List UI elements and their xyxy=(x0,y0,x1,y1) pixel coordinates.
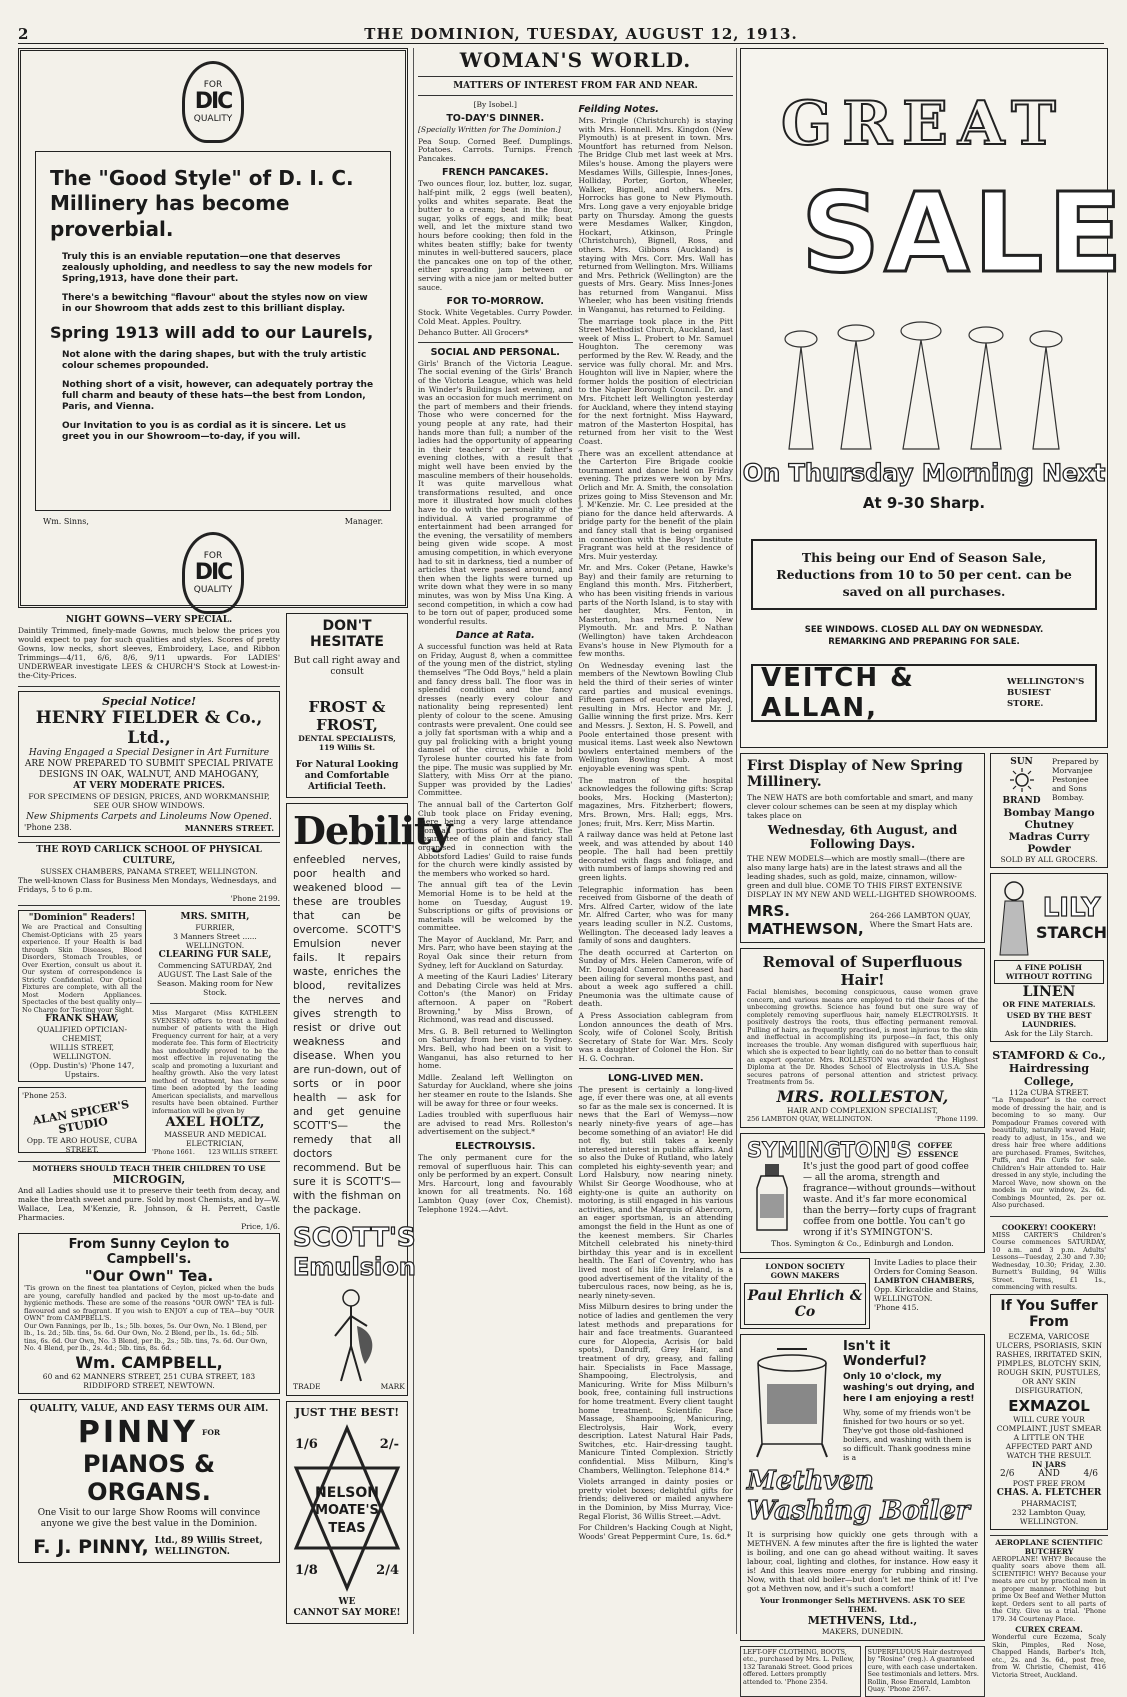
ad-headline: From xyxy=(1029,1313,1069,1330)
dic-headline: Millinery has become proverbial. xyxy=(50,191,290,241)
tea-star xyxy=(291,1423,403,1593)
phone: 'Phone 2199. xyxy=(230,894,280,903)
ad-headline: DON'T HESITATE xyxy=(310,618,384,650)
ad-body: It's just the good part of good coffee — all the aroma, strength and fragrance—without grounds—without waste. And it's far more economical than the berry—forty cups of fragrant coffee from one bottle. You can't go wrong if it's SYMINGTON'S. xyxy=(803,1161,976,1238)
trade-label: TRADE xyxy=(293,1382,321,1391)
sold-by: SOLD BY ALL GROCERS. xyxy=(1000,855,1098,864)
dic-logo-bottom xyxy=(182,532,244,614)
ad-body: Facial blemishes, becoming conspicuous, cause women grave concern, and various means are employed to rid their faces of the unbecoming growths. Science has found but one sure way of completely removing superfluous hair, namely ELECTROLYSIS. It positively destroys the roots, thus effecting permanent removal. Pulling of hairs, as frequently practised, is most injurious to the skin and ineffectual in accomplishing its purpose—in fact, this only increases the trouble. Any woman disfigured with superfluous hair, which she is expected to bear lightly, can do no better than to consult an expert operator. Mrs. ROLLESTON was awarded the Highest Diploma at the Dr. Rhodes School of Electrolysis in U.S.A. She secures patrons of personal attention and strictest privacy. Treatments from 5s. xyxy=(747,988,978,1086)
ad-body: THE NEW MODELS—which are mostly small—(there are also many large hats) are in the latest straws and all the leading shades, such as gold, maize, cinnamon, willow-green and dull blue. COME TO THIS FIRST EXTENSIVE DISPLAY IN MY NEW AND WELL-LIGHTED SHOWROOMS. xyxy=(747,854,977,899)
ad-name: FRANK SHAW, xyxy=(45,1014,119,1024)
ehrlich-text xyxy=(874,1258,985,1329)
article-body: Ladies troubled with superfluous hair are advised to read Mrs. Rolleston's advertisement on the subject.* xyxy=(418,1110,573,1137)
article-heading: FOR TO-MORROW. xyxy=(446,296,544,308)
article-body: Mdlle. Zealand left Wellington on Saturday for Auckland, where she joins her steamer en route to the Islands. She will be away for three or four weeks. xyxy=(418,1072,573,1108)
article-body: Dehanco Butter. All Grocers* xyxy=(418,328,529,338)
ad-signature: Paul Ehrlich & Co xyxy=(744,1283,866,1325)
ad-footer: WE xyxy=(338,1597,356,1607)
ad-address: 232 Lambton Quay, WELLINGTON. xyxy=(1012,1507,1086,1526)
microgin-ad xyxy=(18,1161,280,1233)
ad-footer xyxy=(24,1536,274,1558)
ad-sale: CLEARING FUR SALE, xyxy=(158,950,272,960)
article-body: Girls' Branch of the Victoria League. The social evening of the Girls' Branch of the Victoria League, which was held in Winder's Buildings last evening, and was an occasion for much merriment on the part of members and their friends. Those who were concerned for the young people at any rate, had their hands more than full; a number of the ladies had the opportunity of appearing in their teachers' or their father's evening clothes, with a result that might well have been envied by the masculine members of their households. It was quite marvellous what transformations resulted, and once more it illustrated how much clothes have to do with the personality of the individual. A varied programme of entertainment had been arranged for the evening, the versatility of members being given wide scope. A most amusing competition, in which everyone had to sit in darkness, tied a number of articles that were passed around, and then when the lights were turned up write down what they were in so many minutes, was won by Miss Una King. A second competition, in which a cow had to be torn out of paper, produced some wonderful results. xyxy=(418,358,573,626)
shoppers-illustration-icon xyxy=(761,309,1091,459)
ad-body: Miss Margaret (Miss KATHLEEN SVENSEN) offers to treat a limited number of patients with the High Frequency current for hair, at a very moderate fee. This form of Electricity has undoubtedly proved to be the most effective in rejuvenating the scalp and promoting a luxuriant and healthy growth. Also the very latest method of treatment, has for some time been adopted by the leading American specialists, and marvellous results have been obtained. Further information will be given by xyxy=(152,1009,278,1115)
ad-text xyxy=(843,1339,978,1462)
brand-name: Emulsion xyxy=(293,1253,416,1281)
dic-paragraph: Our Invitation to you is as cordial as it is sincere. Let us greet you in our Showroom—to-day, if you will. xyxy=(62,421,347,442)
article-body: The Mayor of Auckland, Mr. Parr, and Mrs. Parr, who have been staying at the Royal Oak since their return from Sydney, left for Auckland on Saturday. xyxy=(418,934,573,970)
ad-list: ECZEMA, VARICOSE ULCERS, PSORIASIS, SKIN RASHES, IRRITATED SKIN, PIMPLES, BLOTCHY SKIN, ROUGH SKIN, PUSTULES, OR ANY SKIN DISFIGURATION, xyxy=(995,1331,1103,1395)
page-number: 2 xyxy=(18,25,30,43)
ad-label: GOWN MAKERS xyxy=(770,1270,840,1280)
ad-brand: PINNY xyxy=(77,1414,198,1450)
divider xyxy=(150,1003,280,1004)
symington-coffee-ad xyxy=(740,1133,985,1253)
ad-body: Invite Ladies to place their Orders for Coming Season. xyxy=(874,1257,978,1276)
article-heading: SOCIAL AND PERSONAL. xyxy=(430,346,560,358)
address: MANNERS STREET. xyxy=(184,823,274,833)
lady-illustration-icon xyxy=(994,877,1034,957)
article-body: The only permanent cure for the removal of superfluous hair. This can only be performed by an expert. Consult Mrs. Harcourt, long and favourably known for all treatments. No. 168 Lambton Quay (over Cox, Chemist). Telephone 1924.—Advt. xyxy=(418,1152,573,1214)
ad-address: Opp. Kirkcaldie and Stains, WELLINGTON. xyxy=(874,1284,979,1303)
article-body: Telegraphic information has been received from Gisborne of the death of Mrs. Alfred Carter, widow of the late Mr. Alfred Carter, who was for many years leading sculler in N.Z. Customs, Wellington. The deceased lady leaves a family of sons and daughters. xyxy=(578,884,733,946)
ad-jars: IN JARS xyxy=(1032,1459,1066,1469)
ad-footer xyxy=(152,1148,278,1156)
ad-heading: CUREX CREAM. xyxy=(1015,1625,1083,1634)
article-body: The annual gift tea of the Levin Memorial Home is to be held at the home on Tuesday, August 19. Subscriptions or gifts of provisions or materials will be welcomed by the committee. xyxy=(418,880,573,933)
ad-trade: FURRIER, xyxy=(195,923,235,932)
article-body: A Press Association cablegram from London announces the death of Mrs. Scoly, wife of Colonel Scoly, British Secretary of State for War. Mrs. Scoly was a daughter of Colonel the Hon. Sir H. G. Cochran. xyxy=(578,1010,733,1063)
ad-body: The NEW HATS are both comfortable and smart, and many clever colour schemes can be seen at my display which takes place on xyxy=(747,793,973,820)
section-subtitle: MATTERS OF INTEREST FROM FAR AND NEAR. xyxy=(453,81,698,91)
dic-paragraph: Nothing short of a visit, however, can adequately portray the full charm and beauty of these hats—the best from London, Paris, and Vienna. xyxy=(62,380,374,412)
dic-ad-body xyxy=(35,151,391,511)
small-ads-right xyxy=(150,910,280,1158)
ad-label: LONDON SOCIETY xyxy=(765,1261,845,1271)
product-line: Madras Curry Powder xyxy=(1008,831,1090,855)
ad-chemist-title: PHARMACIST, xyxy=(1021,1498,1077,1508)
frost-dentist-ad xyxy=(286,613,408,798)
lily-brand-row xyxy=(994,877,1108,957)
dic-headline: The "Good Style" of D. I. C. xyxy=(50,166,354,190)
ad-headline: Debility xyxy=(293,808,452,853)
ad-body: "La Pompadour" is the correct mode of dressing the hair, and is becoming to so many. Our Pompadour Frames covered with beautifully, naturally waved Hair, ready to adjust, in 15s., and we dress hair free where additions are purchased. Frames, Switches, Puffs, and Pin Curls for sale. Children's Hair attended to. Hair dressed in any style, including the Marcel Wave, now shown on the models in our window, 2s. 6d. Combings Mounted, 2s. per oz. Also purchased. xyxy=(992,1096,1106,1209)
ad-body: enfeebled nerves, poor health and weakened blood —these are troubles that can be overcome. SCOTT'S Emulsion never fails. It repairs waste, enriches the blood, revitalizes the nerves and gives strength to resist or drive out weakness and disease. When you are run-down, out of sorts or in poor health — ask for and get genuine SCOTT'S— the remedy that all doctors recommend. But be sure it is SCOTT'S—with the fishman on the package. xyxy=(293,854,401,1216)
ad-name: MRS. MATHEWSON, xyxy=(747,902,864,938)
brand-tag: COFFEE ESSENCE xyxy=(917,1140,959,1159)
veitch-allan-sale-ad xyxy=(740,48,1127,748)
womans-world-column xyxy=(418,48,733,1634)
price: 2/6 xyxy=(1000,1468,1015,1479)
brand-label: BRAND xyxy=(1002,796,1041,806)
ad-address: 112a CUBA STREET. xyxy=(1009,1088,1089,1097)
left-subcolumn xyxy=(18,613,280,1629)
price: 1/6 xyxy=(295,1437,318,1452)
ad-ask: Your Ironmonger Sells METHVENS. ASK TO SEE THEM. xyxy=(760,1595,965,1614)
ad-address: Ltd., 89 Willis Street, WELLINGTON. xyxy=(154,1535,263,1557)
ad-footer: CANNOT SAY MORE! xyxy=(293,1608,401,1618)
rosine-hair-ad: SUPERFLUOUS Hair destroyed by "Rosine" (reg.). A guaranteed cure, with each case undertaken. See testimonials and letters. Mrs. Rollin, Rose Emerald, Lambton Quay. 'Phone 2567. xyxy=(865,1646,986,1697)
studio-name: ALAN SPICER'S STUDIO xyxy=(31,1097,131,1137)
sale-great: GREAT xyxy=(781,89,1066,159)
washing-boiler-icon xyxy=(747,1339,837,1459)
ad-body: MISS CARTER'S Children's Course commences SATURDAY, 10 a.m. and 3 p.m. Adults' Lessons—Tuesday, 2.30 and 7.30; Wednesday, 10.30; Friday, 2.30. Burnett's Building, 94 Willis Street. Terms, £1 1s., commencing with results. xyxy=(992,1230,1106,1291)
mathewson-millinery-ad xyxy=(740,753,985,943)
ad-address: LAMBTON CHAMBERS, xyxy=(874,1275,975,1285)
ad-post: POST FREE FROM xyxy=(1012,1478,1086,1488)
ad-top xyxy=(747,1339,978,1462)
ad-line: New Shipments Carpets and Linoleums Now Opened. xyxy=(26,812,272,822)
brand-row xyxy=(747,1138,978,1162)
article-column-left xyxy=(418,100,573,1544)
ad-body: Why, some of my friends won't be finished for two hours or so yet. They've got those old-fashioned boilers, and washing with them is so difficult. Thank goodness mine is a xyxy=(843,1407,972,1462)
address: 256 LAMBTON QUAY, WELLINGTON. xyxy=(747,1114,873,1123)
article-body: The death occurred at Carterton on Sunday of Mrs. Helen Cameron, wife of Mr. Dougald Cameron. Deceased had been ailing for several months past, and about a week ago suffered a chill. Pneumonia was the ultimate cause of death. xyxy=(578,947,733,1009)
pinny-pianos-ad xyxy=(18,1399,280,1563)
article-heading: Feilding Notes. xyxy=(578,104,659,115)
sun-icon xyxy=(1010,768,1034,792)
campbell-tea-ad xyxy=(18,1233,280,1394)
price: 4/6 xyxy=(1083,1468,1098,1479)
small-ads-left xyxy=(18,910,146,1158)
ad-line: ARE NOW PREPARED TO SUBMIT SPECIAL PRIVATE DESIGNS IN OAK, WALNUT, AND MAHOGANY, xyxy=(24,759,274,780)
lily-starch-ad xyxy=(990,873,1108,1042)
section-title: WOMAN'S WORLD. xyxy=(459,48,692,72)
article-heading: LONG-LIVED MEN. xyxy=(607,1072,704,1084)
ad-address: DENTAL SPECIALISTS, 119 Willis St. xyxy=(298,734,396,752)
small-classified-row xyxy=(740,1646,985,1697)
nightgowns-ad xyxy=(18,613,280,682)
ehrlich-gown-ad xyxy=(740,1258,870,1329)
brand-name: EXMAZOL xyxy=(1008,1396,1090,1415)
ad-headline: Removal of Superfluous Hair! xyxy=(762,953,963,989)
frank-shaw-ad xyxy=(18,910,146,1082)
phone: 'Phone 1199. xyxy=(935,1114,978,1123)
pinny-row xyxy=(24,1415,274,1450)
ad-body: Daintily Trimmed, finely-made Gowns, much below the prices you would expect to pay for such qualities and styles. Scores of pretty Gowns, low necks, short sleeves, Embroidery, Lace, and Ribbon Trimmings—4/11, 6/6, 8/6, 9/11 upwards. For LADIES' UNDERWEAR investigate LEES & CHURCH'S Stock at Lowest-in-the-City-Prices. xyxy=(18,626,280,680)
address: 123 WILLIS STREET. xyxy=(207,1148,278,1156)
article-body: The marriage took place in the Pitt Street Methodist Church, Auckland, last week of Miss L. Probert to Mr. Samuel Houghton. The ceremony was performed by the Rev. W. Ready, and the service was fully choral. Mr. and Mrs. Houghton will live in Napier, where the former holds the position of electrician to the Napier Borough Council. Dr. and Mrs. Fitchett left Wellington yesterday for Auckland, where they intend staying for the next fortnight. Miss Hayward, matron of the Masterton Hospital, has returned from her visit to the West Coast. xyxy=(578,316,733,446)
phone: 'Phone 253. xyxy=(22,1091,67,1100)
sale-details: This being our End of Season Sale, Reductions from 10 to 50 per cent. can be saved on all purchases. xyxy=(751,539,1097,610)
royd-ad xyxy=(18,842,280,906)
scotts-emulsion-ad xyxy=(286,803,452,1396)
brand-name: MOATE'S xyxy=(315,1503,379,1518)
price: 2/4 xyxy=(376,1563,399,1578)
ad-body: It is surprising how quickly one gets through with a METHVEN. A few minutes after the fire is lighted the water is boiling, and one can go ahead without waiting. It saves labour, coal, lighting and clothes, for instance. How easy it is! And this leaves more energy for rubbing and rinsing. Now, with that old boiler—but don't let me think of it! I've got a Methven now, and it's such a comfort! xyxy=(747,1529,978,1593)
article-body: The present is certainly a long-lived age, if ever there was one, at all events so far as the male sex is concerned. It is news that the Earl of Wemyss—now nearly ninety-five years of age—has become something of an aviator! He did not fly, but still takes a keenly interested interest in public affairs. And so also the Duke of Rutland, who lately completed his eighty-seventh year; and Lord Halsbury, now nearing ninety. Whilst Sir George Woodhouse, who at eighty-one is quite an authority on motoring, is still engaged in his various activities, and the Marquis of Abercorn, an eager sportsman, is an attending amongst the field in the Hunt as one of the keenest members. Sir Charles Mitchell celebrated his ninety-third birthday this year and is in excellent health. The Earl of Coventry, who has lived most of his life in Ireland, is a good advertisement of the vitality of the tuberculous races, now being, as he is, nearly ninety-seven. xyxy=(578,1084,733,1300)
article-body: The annual ball of the Carterton Golf Club took place on Friday evening, there being a very large attendance from all portions of the district. The committee of the plain and fancy stall organised in connection with the Abbotsford Ladies' Guild to raise funds for the church were kindly assisted by the members who worked so hard. xyxy=(418,799,573,878)
ad-title: MASSEUR AND MEDICAL ELECTRICIAN, xyxy=(164,1130,266,1148)
sale-note xyxy=(751,624,1097,648)
dic-subheadline: Spring 1913 will add to our Laurels, xyxy=(50,323,374,342)
ad-address: 60 and 62 MANNERS STREET, 251 CUBA STREET, 183 RIDDIFORD STREET, NEWTOWN. xyxy=(42,1371,256,1390)
ad-kicker: "Dominion" Readers! xyxy=(28,913,136,923)
ad-name: Wm. CAMPBELL, xyxy=(75,1352,223,1372)
ad-body: We are Practical and Consulting Chemist-Opticians with 25 years experience. If your Health is bad through Skin Diseases, Blood Disorders, Stomach Troubles, or Over Exertion, consult us about it. Our system of correspondence is Strictly Confidential. Our Optical Fixtures are complete, with all the Most Modern Appliances. Spectacles of the best quality only—No Charge for Testing your Sight. xyxy=(22,923,142,1014)
ad-headline: From Sunny Ceylon to Campbell's. xyxy=(68,1237,230,1267)
ad-title: Hairdressing College, xyxy=(1008,1062,1090,1088)
price-and: AND xyxy=(1038,1468,1060,1479)
article-body: Two ounces flour, loz. butter, loz. sugar, half-pint milk, 2 eggs (well beaten), yolks and whites separate. Beat the butter to a cream; beat in the flour, sugar, yolks of eggs, and milk; beat well, and let the mixture stand two hours before cooking; then fold in the whites beaten stiffly; bake for twenty minutes in well-buttered saucers, place the pancakes one on top of the other, either spreading jam between or serving with a nice jam or melted butter sauce. xyxy=(418,179,573,292)
ad-name: AXEL HOLTZ, xyxy=(165,1115,265,1130)
mango-chutney-ad xyxy=(990,753,1108,868)
cookery-ad xyxy=(990,1221,1108,1294)
ad-address: 3 Manners Street ...... WELLINGTON. xyxy=(173,932,257,950)
brand-name: NELSON xyxy=(315,1485,379,1501)
logo-text: QUALITY xyxy=(193,114,233,124)
ad-footer xyxy=(747,902,978,938)
ad-name: FROST & FROST, xyxy=(308,698,386,734)
ad-headline: "Our Own" Tea. xyxy=(84,1267,214,1285)
sale-note-line: REMARKING AND PREPARING FOR SALE. xyxy=(828,637,1020,647)
article-heading: ELECTROLYSIS. xyxy=(455,1140,536,1152)
smith-furrier-ad xyxy=(150,910,280,999)
brand-name: LILY xyxy=(1042,892,1101,923)
article-body: A meeting of the Kauri Ladies' Literary and Debating Circle was held at Mrs. Cotton's (the Manor) on Friday afternoon. A paper on "Robert Browning," by Miss Brown, of Richmond, was read and discussed. xyxy=(418,972,573,1025)
ad-maker: METHVENS, Ltd., xyxy=(807,1613,918,1627)
ad-tag: For Natural Looking and Comfortable Artificial Teeth. xyxy=(295,760,399,792)
brand-tag: WELLINGTON'S BUSIEST STORE. xyxy=(1007,676,1085,709)
logo-text: FOR xyxy=(203,80,223,90)
rolleston-hair-ad xyxy=(740,948,985,1128)
ad-heading: AEROPLANE SCIENTIFIC BUTCHERY xyxy=(995,1537,1103,1556)
article-body: Mrs. Pringle (Christchurch) is staying with Mrs. Honnell. Mrs. Kingdon (New Plymouth) is at present in town. Mrs. Mountfort has returned from Nelson. The Bridge Club met last week at Mrs. Miles's house. Among the players were Mesdames Wills, Gillespie, Innes-Jones, Holliday, Porter, Gorton, Wheeler, Walker, Bignell, and others. Mrs. Horrocks has gone to New Plymouth. Mrs. Long gave a very enjoyable bridge party on Thursday. Among the guests were Mesdames Walker, Kingdon, Hockart, Atkinson, Pringle (Christchurch), Bignell, Ross, and others. Mrs. Gibbons (Auckland) is staying with Mrs. Corr. Mrs. Wall has returned from Wellington. Mrs. Williams and Mrs. Pethrick (Wellington) are the guests of Mrs. Geary. Miss Innes-Jones has returned from Wanganui. Miss Wheeler, who has been visiting friends in Wanganui, has returned to Feilding. xyxy=(578,116,733,315)
ad-address: MAKERS, DUNEDIN. xyxy=(821,1626,904,1636)
lily-used: USED BY THE BEST LAUNDRIES. xyxy=(1006,1011,1092,1029)
ad-address: WILLIS STREET, WELLINGTON. xyxy=(49,1043,115,1061)
stamford-hairdressing-ad xyxy=(990,1047,1108,1212)
ad-headline: Isn't it Wonderful? xyxy=(843,1338,927,1369)
masthead-title: THE DOMINION, TUESDAY, AUGUST 12, 1913. xyxy=(364,25,798,43)
ad-kicker: Special Notice! xyxy=(102,695,196,708)
phone: (Opp. Dustin's) 'Phone 147, Upstairs. xyxy=(29,1061,135,1079)
lily-tag: LINEN xyxy=(1022,984,1076,1000)
right-lower-side xyxy=(990,753,1108,1697)
ad-footer xyxy=(747,1115,978,1123)
prepared-by: Prepared by Morvanjee Pestonjee and Sons Bombay. xyxy=(1052,757,1099,802)
article-heading: FRENCH PANCAKES. xyxy=(442,167,549,179)
signer-title: Manager. xyxy=(344,517,383,526)
ad-sub: But call right away and consult xyxy=(293,656,401,677)
butchery-ad xyxy=(990,1535,1108,1682)
ad-body: 'Tis grown on the finest tea plantations of Ceylon, picked when the buds are young, carefully handled and packed by the most up-to-date and hygienic methods. These are some of the reasons "OUR OWN" TEA is full-flavoured and so fragrant. If you wish to ENJOY a cup of TEA—buy "OUR OWN" from CAMPBELL'S. xyxy=(24,1284,274,1322)
ad-headline: PIANOS & ORGANS. xyxy=(82,1449,216,1506)
article-note: [Specially Written for The Dominion.] xyxy=(418,125,561,134)
holtz-masseur-ad xyxy=(150,1008,280,1158)
methven-boiler-ad xyxy=(740,1334,985,1641)
ad-for: FOR xyxy=(202,1427,221,1437)
ad-address: Opp. TE ARO HOUSE, CUBA STREET. xyxy=(26,1136,138,1154)
logo-text: DIC xyxy=(194,89,232,114)
lily-tag: A FINE POLISH WITHOUT ROTTING xyxy=(994,960,1104,984)
ad-name: MRS. ROLLESTON, xyxy=(776,1086,949,1106)
article-column-right xyxy=(579,100,734,1544)
exmazol-ad xyxy=(990,1294,1108,1530)
ad-body: Only 10 o'clock, my washing's out drying, and here I am enjoying a rest! xyxy=(843,1371,975,1404)
ad-body: Wonderful cure Eczema, Scaly Skin, Pimples, Red Nose, Chapped Hands, Barber's Itch, etc., 2s. and 3s. 6d., post free, from W. Christie, Chemist, 416 Victoria Street, Auckland. xyxy=(992,1633,1106,1679)
brand-sun: SUN xyxy=(1010,757,1033,767)
article-body: For Children's Hacking Cough at Night, Woods' Great Peppermint Cure, 1s. 6d.* xyxy=(578,1523,733,1541)
divider xyxy=(418,342,573,343)
phone: 'Phone 238. xyxy=(24,823,72,832)
sale-brand xyxy=(751,664,1097,722)
ad-footer: Thos. Symington & Co., Edinburgh and London. xyxy=(771,1238,954,1248)
ad-name: STAMFORD & Co., xyxy=(992,1049,1106,1062)
article-body: The matron of the hospital acknowledges the following gifts: Scrap books, Mrs. Hocking (Masterton); magazines, Mrs. Fitzherbert; flowers, Mrs. Brown, Mrs. Hall; eggs, Mrs. Jones; fruit, Mrs. Kerr, Miss Martin. xyxy=(578,775,733,828)
ad-name: MRS. SMITH, xyxy=(180,912,250,922)
ad-prices xyxy=(994,1469,1104,1479)
article-heading: TO-DAY'S DINNER. xyxy=(446,113,545,124)
logo-text: DIC xyxy=(194,560,232,585)
divider xyxy=(579,1068,734,1069)
article-body: Stock. White Vegetables. Curry Powder. Cold Meat. Apples. Poultry. xyxy=(418,308,573,326)
ad-title: THE ROYD CARLICK SCHOOL OF PHYSICAL CULTURE, xyxy=(36,845,262,866)
ad-body: WILL CURE YOUR COMPLAINT. JUST SMEAR A LITTLE ON THE AFFECTED PART AND WATCH THE RESULT. xyxy=(996,1414,1102,1460)
lily-brand xyxy=(1036,893,1107,942)
ad-headline: First Display of New Spring Millinery. xyxy=(747,758,963,790)
phone: 'Phone 415. xyxy=(874,1302,919,1312)
sale-word: SALE xyxy=(801,169,1127,297)
ad-body: One Visit to our large Show Rooms will convince anyone we give the best value in the Dominion. xyxy=(37,1507,261,1529)
ad-name: F. J. PINNY, xyxy=(33,1535,149,1558)
article-body: Mr. and Mrs. Coker (Petane, Hawke's Bay) and their family are returning to England this month. Mrs. Fitzherbert, who has been visiting friends in various parts of the North Island, is to stay with her daughter, Mrs. Fenton, in Masterton, has returned to New Plymouth. Mr. and Mrs. P. Nathan (Wellington) have taken Archdeacon Evans's house in New Plymouth for a few months. xyxy=(578,563,733,659)
ad-address: 264-266 LAMBTON QUAY, Where the Smart Hats are. xyxy=(869,911,973,929)
ad-body: And all Ladies should use it to preserve their teeth from decay, and make the breath sweet and pure. Sold by most Chemists, and by—W. Wallace, Lea, M'Kenzie, R. Johnson, & H. Perrett, Castle Pharmacies. xyxy=(18,1186,280,1222)
ad-headline: JUST THE BEST! xyxy=(294,1406,400,1419)
column-rule xyxy=(736,48,737,1634)
brand-name: SCOTT'S xyxy=(293,1223,416,1253)
article-body: Pea Soup. Corned Beef. Dumplings. Potatoes. Carrots. Turnips. French Pancakes. xyxy=(418,136,573,163)
ad-line: AT VERY MODERATE PRICES. xyxy=(73,781,225,791)
brand-name: VEITCH & ALLAN, xyxy=(761,663,915,723)
ad-body: Commencing SATURDAY, 2nd AUGUST. The Last Sale of the Season. Making room for New Stock. xyxy=(157,961,273,997)
byline: [By Isobel.] xyxy=(473,100,517,109)
price: 2/- xyxy=(379,1437,399,1452)
sale-date: On Thursday Morning Next xyxy=(742,459,1106,487)
ad-prices: Our Own Fannings, per lb., 1s.; 5lb. boxes, 5s. Our Own, No. 1 Blend, per lb., 1s. 2d.; 5lb. tins, 5s. 6d. Our Own, No. 2 Blend, per lb., 1s. 6d.; 5lb. tins, 6s. 6d. Our Own, No. 3 Blend, per lb., 2s.; 5lb. tins, 7s. 6d. Our Own, No. 4 Blend, per lb., 2s. 4d.; 5lb. tins, 8s. 6d. xyxy=(24,1321,268,1352)
article-body: Violets arranged in dainty posies or pretty violet boxes; delightful gifts for friends; delivered or mailed anywhere in the Dominion, by Miss Murray, Vice-Regal Florist, 36 Willis Street.—Advt. xyxy=(578,1477,733,1521)
dic-paragraph: There's a bewitching "flavour" about the styles now on view in our Showroom that adds zest to this brilliant display. xyxy=(62,293,368,314)
fielder-ad xyxy=(18,691,280,837)
article-body: Mrs. G. B. Bell returned to Wellington on Saturday from her visit to Sydney. Mrs. Bell, who had been on a visit to Wanganui, has also returned to her home. xyxy=(418,1026,573,1071)
ehrlich-row xyxy=(740,1258,985,1329)
leftoff-clothing-ad: LEFT-OFF CLOTHING, BOOTS, etc., purchased by Mrs. L. Pellew, 132 Taranaki Street. Good prices offered. Letters promptly attended to. 'Phone 2354. xyxy=(740,1646,861,1697)
ad-title: HENRY FIELDER & Co., Ltd., xyxy=(35,708,263,748)
dic-signature xyxy=(43,517,383,526)
divider xyxy=(418,76,733,77)
small-ads-row xyxy=(18,910,280,1158)
ad-address: SUSSEX CHAMBERS, PANAMA STREET, WELLINGTON. xyxy=(40,867,258,876)
left-column xyxy=(18,48,452,1634)
article-body: There was an excellent attendance at the Carterton Fire Brigade cookie tournament and dance held on Friday evening. The prizes were won by Mrs. Orlich and Mr. A. Smith, the consolation prizes going to Miss Stevenson and Mr. J. M'Kenzie. Mr. C. Lee presided at the piano for the dance held afterwards. A bridge party for the benefit of the plain and fancy stall that is being organised in connection with the Boys' Institute Fragrant was held at the residence of Mrs. Muir yesterday. xyxy=(578,448,733,561)
coffee-bottle-icon xyxy=(747,1162,797,1232)
right-column xyxy=(740,48,1127,1693)
divider xyxy=(990,1216,1108,1217)
right-lower-main xyxy=(740,753,985,1697)
ad-body: The well-known Class for Business Men Mondays, Wednesdays, and Fridays, 5 to 6 p.m. xyxy=(18,876,277,894)
dic-paragraph: Truly this is an enviable reputation—one that deserves zealously upholding, and needless to say the new models for Spring,1913, have done their part. xyxy=(62,252,373,284)
ad-body: AEROPLANE! WHY? Because the quality soars above them all. SCIENTIFIC! WHY? Because your meats are cut by practical men in a proper manner. Nothing but prime Ox Beef and Wether Mutton kept. Orders sent to all parts of the City. Give us a trial. 'Phone 179. 34 Courtenay Place. xyxy=(992,1554,1106,1623)
ad-title: MOTHERS SHOULD TEACH THEIR CHILDREN TO USE xyxy=(32,1164,266,1173)
signer: Wm. Sinns, xyxy=(43,517,89,526)
ad-tagline: QUALITY, VALUE, AND EASY TERMS OUR AIM. xyxy=(29,1403,269,1414)
ad-title: HAIR AND COMPLEXION SPECIALIST, xyxy=(787,1105,938,1115)
ad-title: QUALIFIED OPTICIAN-CHEMIST, xyxy=(36,1025,127,1043)
logo-text: FOR xyxy=(203,551,223,561)
article-body: Miss Milburn desires to bring under the notice of ladies and gentlemen the very latest methods and preparations for hair and face treatments. Guaranteed cure for Alopecia, Acrisis (or bald spots), Dandruff, Grey Hair, and treatment of dry, greasy, and falling hair. Specialists in Face Massage, Shampooing, Electrolysis, and Manicuring. Write for Miss Milburn's book, free, containing full instructions for home treatment. Every client taught home treatment. Scientific Face Massage, Shampooing, Manicuring, Electrolysis, Hair Work, every description. Latest Natural Hair Pads, Switches, etc. Hair-dressing taught. Manicure Tinted Complexion. Strictly confidential. Miss Milburn, King's Chambers, Wellington. Telephone 814.* xyxy=(578,1302,733,1475)
ad-headline: If You Suffer xyxy=(1000,1297,1098,1314)
article-columns xyxy=(418,100,733,1544)
article-body: A successful function was held at Rata on Friday, August 8, when a committee of the young men of the district, styling themselves "The Odd Boys," held a plain and fancy dress ball. The floor was in splendid condition and the fancy dresses (nearly every colour and nationality being represented) lent plenty of colour to the scene. Amusing contrasts were prevalent. One could see a jolly fat sportsman with a whip and a guy pal frolicking with a bright young damsel of the circus, while a bold Tyrolese hunter courted his fate from the pipe. The music was supplied by Mr. Slattery, with Miss Orr at the piano. Supper was provided by the Ladies' Committee. xyxy=(418,642,573,798)
ad-title: NIGHT GOWNS—VERY SPECIAL. xyxy=(65,615,233,625)
right-lower-area xyxy=(740,753,1108,1697)
fishman-row xyxy=(293,1281,405,1391)
logo-text: QUALITY xyxy=(193,585,233,595)
nelson-moate-ad xyxy=(286,1401,408,1624)
sun-brand xyxy=(994,757,1049,807)
ad-heading: COOKERY! COOKERY! xyxy=(1001,1222,1097,1232)
sale-time: At 9-30 Sharp. xyxy=(862,494,986,512)
brand-name: TEAS xyxy=(328,1521,366,1536)
divider xyxy=(18,686,280,687)
ad-line: FOR SPECIMENS OF DESIGN, PRICES, AND WORKMANSHIP, SEE OUR SHOW WINDOWS. xyxy=(28,792,270,810)
fishman-icon xyxy=(321,1286,381,1391)
brand-name: SYMINGTON'S xyxy=(747,1137,912,1162)
spicer-studio-ad xyxy=(18,1087,146,1153)
ad-product: MICROGIN, xyxy=(112,1173,186,1186)
article-heading: Dance at Rata. xyxy=(455,630,535,642)
price: Price, 1/6. xyxy=(241,1222,280,1231)
phone: 'Phone 1661. xyxy=(152,1148,195,1156)
ad-content xyxy=(747,1162,978,1239)
product-line: Bombay Mango Chutney xyxy=(1003,807,1095,831)
lily-ask: Ask for the Lily Starch. xyxy=(1004,1029,1094,1038)
lily-tag: OR FINE MATERIALS. xyxy=(1002,1000,1096,1009)
ad-chemist: CHAS. A. FLETCHER xyxy=(996,1487,1102,1498)
sale-note-line: SEE WINDOWS. CLOSED ALL DAY ON WEDNESDAY. xyxy=(804,625,1044,635)
price: 1/8 xyxy=(295,1563,318,1578)
divider xyxy=(418,95,733,96)
ad-line: Having Engaged a Special Designer in Art Furniture xyxy=(28,748,270,758)
brand-name: STARCH xyxy=(1036,922,1108,942)
dic-logo-top xyxy=(182,61,244,143)
mark-label: MARK xyxy=(380,1382,405,1391)
ad-footer xyxy=(24,823,274,833)
ad-top xyxy=(994,757,1104,807)
masthead xyxy=(18,20,1104,44)
left-lower-area xyxy=(18,613,452,1629)
article-body: On Wednesday evening last the members of the Newtown Bowling Club held the third of their series of winter card parties and musical evenings. Fifteen games of euchre were played, resulting in Mrs. Hector and Mr. J. Gallie winning the first prize. Mrs. Kerr and Messrs. J. Sexton, H. S. Powell, and Poole entertained those present with musical items. Last week also Newtown bowlers entertained members of the Wellington Bowling Club. A most enjoyable evening was spent. xyxy=(578,660,733,773)
dic-millinery-ad xyxy=(18,48,408,608)
ad-date: Wednesday, 6th August, and Following Days. xyxy=(767,823,958,851)
brand-name: Methven Washing Boiler xyxy=(747,1465,970,1526)
dic-paragraph: Not alone with the daring shapes, but with the truly artistic colour schemes propounded. xyxy=(62,350,367,371)
article-body: A railway dance was held at Petone last week, and was attended by about 140 people. The hall had been prettily decorated with flags and foliage, and with numbers of lamps showing red and green lights. xyxy=(578,830,733,883)
right-subcolumn xyxy=(286,613,452,1629)
